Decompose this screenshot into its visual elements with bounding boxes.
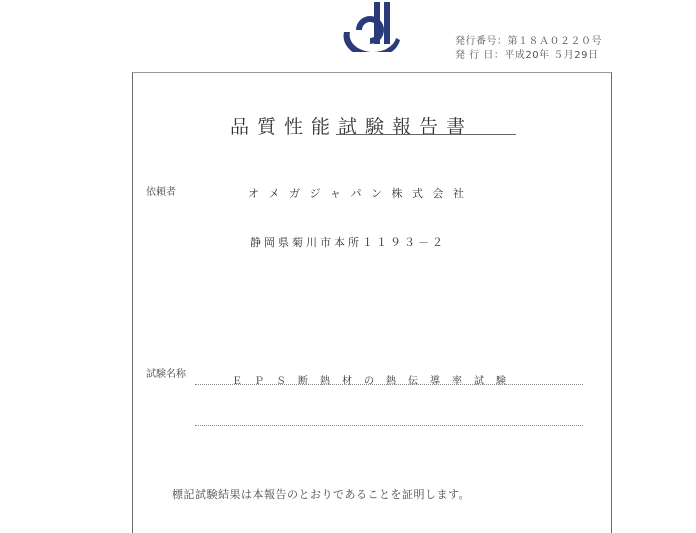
certification-statement: 標記試験結果は本報告のとおりであることを証明します。 xyxy=(172,488,471,501)
title-underline xyxy=(336,134,516,135)
institution-logo xyxy=(340,2,406,52)
test-name-line-1 xyxy=(195,384,583,385)
issue-number: 発行番号：第１８Ａ０２２０号 xyxy=(455,36,602,47)
document-frame xyxy=(132,72,612,533)
issue-date: 発 行 日：平成20年 ５月29日 xyxy=(455,50,599,61)
document-title: 品質性能試験報告書 xyxy=(230,116,474,138)
test-name-line-2 xyxy=(195,425,583,426)
client-label: 依頼者 xyxy=(146,187,176,198)
client-name: オ メ ガ ジ ャ パ ン 株 式 会 社 xyxy=(248,187,467,200)
test-name: Ｅ Ｐ Ｓ 断 熱 材 の 熱 伝 導 率 試 験 xyxy=(232,376,507,387)
client-address: 静岡県菊川市本所１１９３－２ xyxy=(250,236,446,249)
test-name-label: 試験名称 xyxy=(146,369,186,380)
